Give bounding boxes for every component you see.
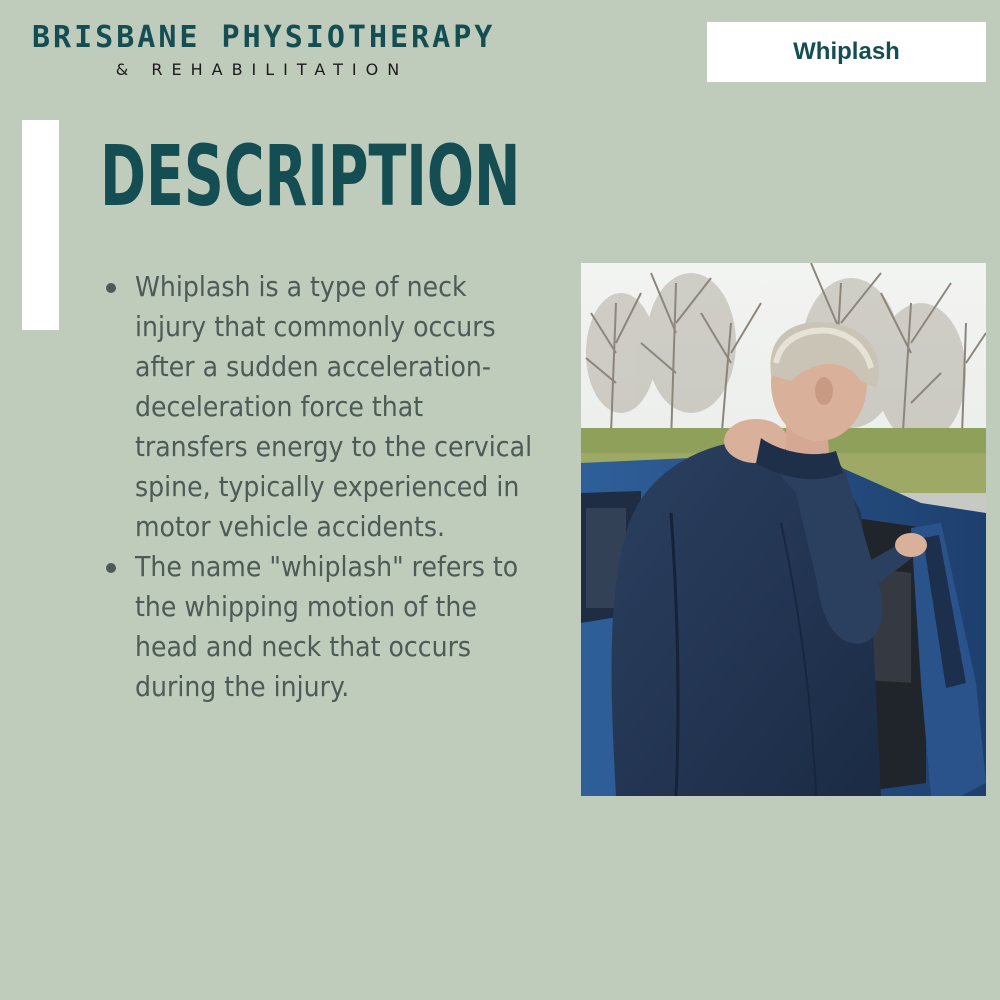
bullet-text: Whiplash is a type of neck injury that commonly occurs after a sudden acceleration-deceleration force that transfers energy to the cervical spine, typically experienced in motor vehicle accidents. [135, 270, 533, 543]
bullet-list [100, 267, 540, 707]
brand-logo [32, 18, 496, 81]
bullet-dot-icon [106, 563, 116, 573]
bullet-item [100, 547, 540, 707]
bullet-text: The name "whiplash" refers to the whipping motion of the head and neck that occurs during the injury. [135, 550, 519, 703]
accent-bar [22, 120, 59, 330]
brand-title: BRISBANE PHYSIOTHERAPY [32, 20, 496, 55]
page-title: DESCRIPTION [100, 127, 521, 225]
bullet-dot-icon [106, 283, 116, 293]
bullet-item [100, 267, 540, 547]
brand-subtitle: & REHABILITATION [115, 60, 409, 79]
man-holding-neck-photo [581, 263, 986, 796]
topic-badge: Whiplash [707, 22, 986, 82]
